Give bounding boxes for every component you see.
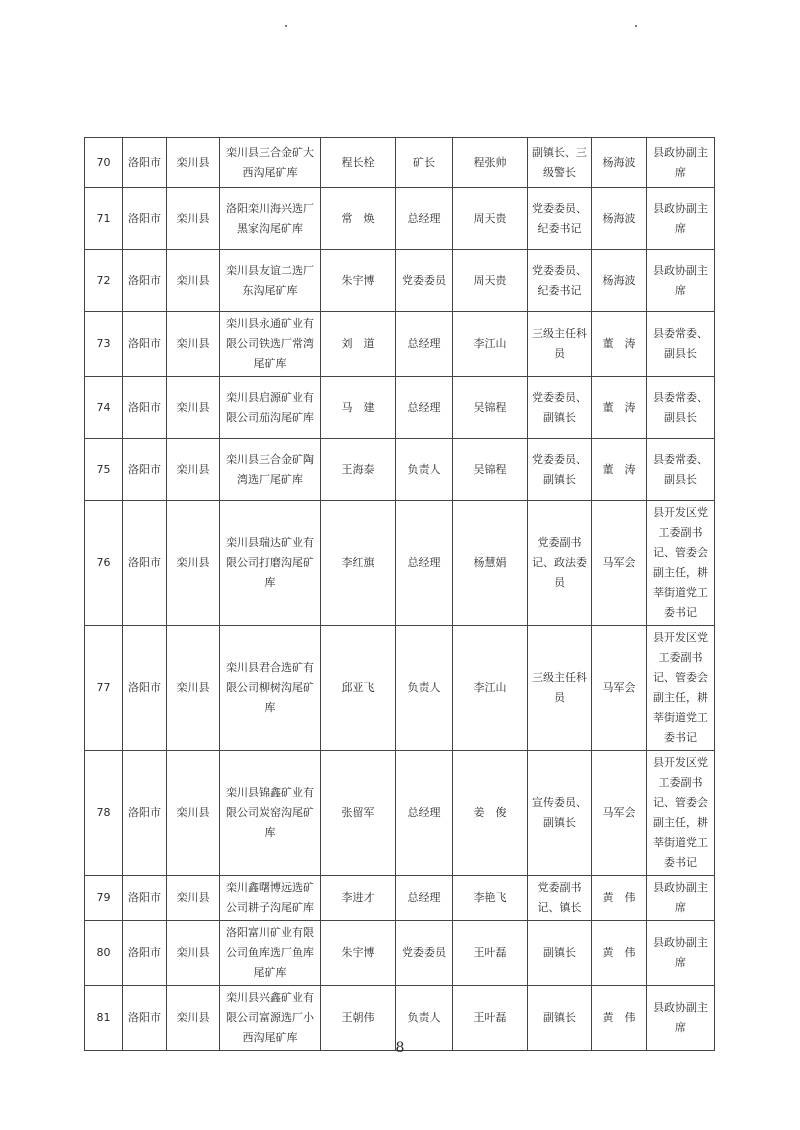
county-leader-title-cell: 县政协副主席: [647, 138, 715, 188]
county-leader-cell: 黄 伟: [592, 986, 647, 1051]
county-cell: 栾川县: [167, 751, 220, 876]
enterprise-title-cell: 党委委员: [396, 921, 453, 986]
tailings-site-cell: 栾川县兴鑫矿业有限公司富源选厂小西沟尾矿库: [220, 986, 321, 1051]
enterprise-person-cell: 王海泰: [321, 439, 396, 501]
township-official-cell: 吴锦程: [453, 439, 528, 501]
county-leader-title-cell: 县开发区党工委副书记、管委会副主任，耕莘街道党工委书记: [647, 501, 715, 626]
county-leader-title-cell: 县政协副主席: [647, 876, 715, 921]
enterprise-title-cell: 总经理: [396, 377, 453, 439]
county-leader-title-cell: 县开发区党工委副书记、管委会副主任，耕莘街道党工委书记: [647, 751, 715, 876]
enterprise-person-cell: 王朝伟: [321, 986, 396, 1051]
county-leader-cell: 马军会: [592, 501, 647, 626]
table-body: [85, 138, 715, 1051]
county-cell: 栾川县: [167, 377, 220, 439]
township-official-cell: 杨慧娟: [453, 501, 528, 626]
county-leader-title-cell: 县政协副主席: [647, 986, 715, 1051]
enterprise-title-cell: 负责人: [396, 986, 453, 1051]
county-leader-title-cell: 县委常委、副县长: [647, 377, 715, 439]
table-row: [85, 626, 715, 751]
city-cell: 洛阳市: [123, 188, 167, 250]
row-number-cell: 79: [85, 876, 123, 921]
county-leader-title-cell: 县政协副主席: [647, 921, 715, 986]
tailings-site-cell: 栾川鑫曙博远选矿公司耕子沟尾矿库: [220, 876, 321, 921]
county-cell: 栾川县: [167, 626, 220, 751]
county-leader-cell: 马军会: [592, 626, 647, 751]
table-row: [85, 876, 715, 921]
tailings-site-cell: 栾川县瑞达矿业有限公司打磨沟尾矿库: [220, 501, 321, 626]
tailings-site-cell: 栾川县友谊二选厂东沟尾矿库: [220, 250, 321, 312]
city-cell: 洛阳市: [123, 501, 167, 626]
township-official-title-cell: 党委委员、纪委书记: [528, 250, 592, 312]
enterprise-person-cell: 朱宇博: [321, 921, 396, 986]
enterprise-person-cell: 李进才: [321, 876, 396, 921]
county-leader-cell: 黄 伟: [592, 921, 647, 986]
row-number-cell: 70: [85, 138, 123, 188]
county-leader-title-cell: 县委常委、副县长: [647, 439, 715, 501]
county-leader-cell: 董 涛: [592, 377, 647, 439]
township-official-title-cell: 宣传委员、副镇长: [528, 751, 592, 876]
city-cell: 洛阳市: [123, 312, 167, 377]
township-official-cell: 李艳飞: [453, 876, 528, 921]
enterprise-title-cell: 总经理: [396, 751, 453, 876]
table-row: [85, 921, 715, 986]
row-number-cell: 75: [85, 439, 123, 501]
row-number-cell: 72: [85, 250, 123, 312]
county-cell: 栾川县: [167, 921, 220, 986]
tailings-site-cell: 栾川县锦鑫矿业有限公司炭窑沟尾矿库: [220, 751, 321, 876]
township-official-title-cell: 副镇长: [528, 921, 592, 986]
county-leader-cell: 董 涛: [592, 312, 647, 377]
responsibility-table: [84, 137, 715, 1051]
row-number-cell: 78: [85, 751, 123, 876]
township-official-title-cell: 党委副书记、政法委员: [528, 501, 592, 626]
row-number-cell: 80: [85, 921, 123, 986]
row-number-cell: 73: [85, 312, 123, 377]
city-cell: 洛阳市: [123, 751, 167, 876]
township-official-cell: 李江山: [453, 312, 528, 377]
county-leader-title-cell: 县政协副主席: [647, 250, 715, 312]
city-cell: 洛阳市: [123, 626, 167, 751]
county-leader-cell: 杨海波: [592, 188, 647, 250]
scan-speck: [285, 25, 287, 27]
township-official-cell: 李江山: [453, 626, 528, 751]
township-official-title-cell: 副镇长、三级警长: [528, 138, 592, 188]
county-cell: 栾川县: [167, 439, 220, 501]
county-cell: 栾川县: [167, 188, 220, 250]
tailings-site-cell: 洛阳栾川海兴选厂黑家沟尾矿库: [220, 188, 321, 250]
table-row: [85, 501, 715, 626]
enterprise-title-cell: 总经理: [396, 876, 453, 921]
township-official-title-cell: 党委委员、纪委书记: [528, 188, 592, 250]
tailings-site-cell: 栾川县启源矿业有限公司茄沟尾矿库: [220, 377, 321, 439]
township-official-title-cell: 党委副书记、镇长: [528, 876, 592, 921]
table-row: [85, 250, 715, 312]
county-cell: 栾川县: [167, 876, 220, 921]
township-official-title-cell: 三级主任科员: [528, 312, 592, 377]
township-official-title-cell: 党委委员、副镇长: [528, 439, 592, 501]
tailings-site-cell: 栾川县永通矿业有限公司铁选厂常湾尾矿库: [220, 312, 321, 377]
row-number-cell: 71: [85, 188, 123, 250]
table-row: [85, 377, 715, 439]
enterprise-person-cell: 朱宇博: [321, 250, 396, 312]
township-official-cell: 周天贵: [453, 250, 528, 312]
enterprise-person-cell: 马 建: [321, 377, 396, 439]
tailings-site-cell: 洛阳富川矿业有限公司鱼库选厂鱼库尾矿库: [220, 921, 321, 986]
township-official-cell: 吴锦程: [453, 377, 528, 439]
enterprise-person-cell: 张留军: [321, 751, 396, 876]
tailings-site-cell: 栾川县三合金矿大西沟尾矿库: [220, 138, 321, 188]
row-number-cell: 74: [85, 377, 123, 439]
county-cell: 栾川县: [167, 138, 220, 188]
township-official-title-cell: 党委委员、副镇长: [528, 377, 592, 439]
county-leader-title-cell: 县开发区党工委副书记、管委会副主任，耕莘街道党工委书记: [647, 626, 715, 751]
table-row: [85, 312, 715, 377]
township-official-title-cell: 三级主任科员: [528, 626, 592, 751]
enterprise-title-cell: 党委委员: [396, 250, 453, 312]
city-cell: 洛阳市: [123, 250, 167, 312]
county-cell: 栾川县: [167, 250, 220, 312]
enterprise-title-cell: 总经理: [396, 312, 453, 377]
table-row: [85, 188, 715, 250]
enterprise-title-cell: 负责人: [396, 439, 453, 501]
city-cell: 洛阳市: [123, 876, 167, 921]
county-cell: 栾川县: [167, 312, 220, 377]
township-official-cell: 姜 俊: [453, 751, 528, 876]
row-number-cell: 77: [85, 626, 123, 751]
township-official-cell: 周天贵: [453, 188, 528, 250]
township-official-cell: 程张帅: [453, 138, 528, 188]
county-leader-cell: 马军会: [592, 751, 647, 876]
township-official-cell: 王叶磊: [453, 986, 528, 1051]
table-row: [85, 439, 715, 501]
enterprise-person-cell: 李红旗: [321, 501, 396, 626]
county-leader-cell: 杨海波: [592, 138, 647, 188]
enterprise-title-cell: 总经理: [396, 188, 453, 250]
page-number: 8: [395, 1040, 405, 1056]
city-cell: 洛阳市: [123, 439, 167, 501]
tailings-site-cell: 栾川县三合金矿陶湾选厂尾矿库: [220, 439, 321, 501]
city-cell: 洛阳市: [123, 986, 167, 1051]
row-number-cell: 81: [85, 986, 123, 1051]
county-cell: 栾川县: [167, 501, 220, 626]
county-leader-cell: 黄 伟: [592, 876, 647, 921]
city-cell: 洛阳市: [123, 377, 167, 439]
county-leader-cell: 董 涛: [592, 439, 647, 501]
township-official-title-cell: 副镇长: [528, 986, 592, 1051]
county-leader-cell: 杨海波: [592, 250, 647, 312]
city-cell: 洛阳市: [123, 138, 167, 188]
enterprise-title-cell: 负责人: [396, 626, 453, 751]
enterprise-title-cell: 总经理: [396, 501, 453, 626]
county-leader-title-cell: 县委常委、副县长: [647, 312, 715, 377]
enterprise-person-cell: 常 焕: [321, 188, 396, 250]
table-row: [85, 751, 715, 876]
enterprise-person-cell: 刘 道: [321, 312, 396, 377]
tailings-site-cell: 栾川县君合选矿有限公司柳树沟尾矿库: [220, 626, 321, 751]
row-number-cell: 76: [85, 501, 123, 626]
city-cell: 洛阳市: [123, 921, 167, 986]
table-row: [85, 138, 715, 188]
county-leader-title-cell: 县政协副主席: [647, 188, 715, 250]
scan-speck: [635, 25, 637, 27]
enterprise-person-cell: 程长栓: [321, 138, 396, 188]
enterprise-person-cell: 邱亚飞: [321, 626, 396, 751]
enterprise-title-cell: 矿长: [396, 138, 453, 188]
township-official-cell: 王叶磊: [453, 921, 528, 986]
county-cell: 栾川县: [167, 986, 220, 1051]
